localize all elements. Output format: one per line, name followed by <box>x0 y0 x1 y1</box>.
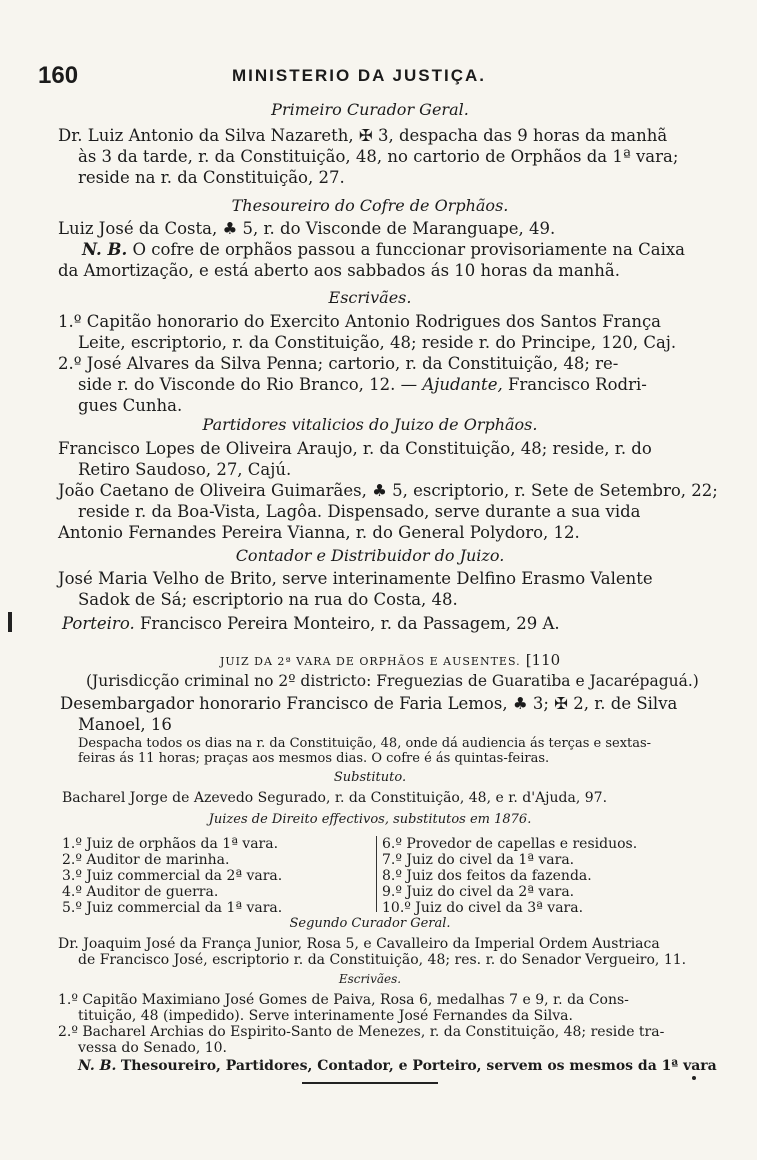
list-item: 1.º Juiz de orphãos da 1ª vara. <box>62 836 279 852</box>
text-line: Bacharel Jorge de Azevedo Segurado, r. da Constituição, 48, e r. d'Ajuda, 97. <box>62 790 608 806</box>
porteiro-label: Porteiro. <box>62 614 135 633</box>
ink-dot <box>692 1076 696 1080</box>
margin-mark <box>8 612 12 632</box>
text-line: Antonio Fernandes Pereira Vianna, r. do General Polydoro, 12. <box>58 523 580 542</box>
section-title: Partidores vitalicios do Juizo de Orphãos. <box>202 415 538 434</box>
list-item: 9.º Juiz do civel da 2ª vara. <box>382 884 575 900</box>
section-heading <box>220 650 560 669</box>
section-title: Primeiro Curador Geral. <box>271 100 469 119</box>
list-item: 5.º Juiz commercial da 1ª vara. <box>62 900 283 916</box>
text-line: da Amortização, e está aberto aos sabbados ás 10 horas da manhã. <box>58 261 620 280</box>
end-rule <box>302 1082 438 1084</box>
list-item: 10.º Juiz do civel da 3ª vara. <box>382 900 584 916</box>
text-line <box>82 240 685 259</box>
page-number: 160 <box>38 62 79 89</box>
text-line: reside na r. da Constituição, 27. <box>78 168 345 187</box>
section-title: Substituto. <box>333 770 407 785</box>
text-span: O cofre de orphãos passou a funccionar provisoriamente na Caixa <box>132 240 686 259</box>
list-item: 4.º Auditor de guerra. <box>62 884 219 900</box>
text-span: Francisco Pereira Monteiro, r. da Passagem, 29 A. <box>139 614 560 633</box>
text-line: Despacha todos os dias na r. da Constituição, 48, onde dá audiencia ás terças e sextas- <box>78 736 652 751</box>
text-line: Desembargador honorario Francisco de Faria Lemos, ♣ 3; ✠ 2, r. de Silva <box>60 694 678 713</box>
text-line: feiras ás 11 horas; praças aos mesmos dias. O cofre é ás quintas-feiras. <box>78 751 550 766</box>
text-span: side r. do Visconde do Rio Branco, 12. — <box>78 375 418 394</box>
text-line: Manoel, 16 <box>78 715 172 734</box>
text-span: Francisco Rodri- <box>507 375 647 394</box>
list-item: 3.º Juiz commercial da 2ª vara. <box>62 868 283 884</box>
section-title: Segundo Curador Geral. <box>289 916 451 931</box>
text-line: Sadok de Sá; escriptorio na rua do Costa, 48. <box>78 590 458 609</box>
nota-bene: N. B. <box>82 240 128 259</box>
text-line: às 3 da tarde, r. da Constituição, 48, no cartorio de Orphãos da 1ª vara; <box>78 147 679 166</box>
section-title: Thesoureiro do Cofre de Orphãos. <box>231 196 509 215</box>
text-line: Luiz José da Costa, ♣ 5, r. do Visconde de Maranguape, 49. <box>58 219 556 238</box>
text-line: vessa do Senado, 10. <box>78 1040 227 1056</box>
text-line <box>62 614 560 633</box>
section-title: Contador e Distribuidor do Juizo. <box>235 546 505 565</box>
section-number: [110 <box>525 651 561 669</box>
list-item: 7.º Juiz do civel da 1ª vara. <box>382 852 575 868</box>
judges-right-column <box>382 836 637 916</box>
list-item: 6.º Provedor de capellas e residuos. <box>382 836 638 852</box>
section-title: Juizes de Direito effectivos, substitutos em 1876. <box>208 812 532 827</box>
text-line <box>78 1058 717 1074</box>
text-line: gues Cunha. <box>78 396 183 415</box>
text-line: 1.º Capitão Maximiano José Gomes de Paiva, Rosa 6, medalhas 7 e 9, r. da Cons- <box>58 992 629 1008</box>
text-line: 1.º Capitão honorario do Exercito Antonio Rodrigues dos Santos França <box>58 312 662 331</box>
judges-left-column <box>62 836 282 916</box>
text-line: 2.º Bacharel Archias do Espirito-Santo de Menezes, r. da Constituição, 48; reside tra- <box>58 1024 665 1040</box>
text-line <box>78 375 647 394</box>
text-line: tituição, 48 (impedido). Serve interinamente José Fernandes da Silva. <box>78 1008 573 1024</box>
section-heading-text: JUIZ DA 2ª VARA DE ORPHÃOS E AUSENTES. <box>220 655 521 668</box>
running-title: MINISTERIO DA JUSTIÇA. <box>232 66 486 85</box>
text-line: João Caetano de Oliveira Guimarães, ♣ 5, escriptorio, r. Sete de Setembro, 22; <box>58 481 718 500</box>
text-span: Thesoureiro, Partidores, Contador, e Porteiro, servem os mesmos da 1ª vara <box>120 1058 717 1074</box>
text-line: Dr. Joaquim José da França Junior, Rosa 5, e Cavalleiro da Imperial Ordem Austriaca <box>58 936 660 952</box>
text-line: (Jurisdicção criminal no 2º districto: Freguezias de Guaratiba e Jacarépaguá.) <box>86 672 699 690</box>
text-line: Francisco Lopes de Oliveira Araujo, r. da Constituição, 48; reside, r. do <box>58 439 652 458</box>
text-line: Retiro Saudoso, 27, Cajú. <box>78 460 292 479</box>
text-line: 2.º José Alvares da Silva Penna; cartorio, r. da Constituição, 48; re- <box>58 354 619 373</box>
text-line: reside r. da Boa-Vista, Lagôa. Dispensado, serve durante a sua vida <box>78 502 641 521</box>
section-title: Escrivães. <box>328 288 412 307</box>
ajudante-label: Ajudante, <box>422 375 503 394</box>
text-line: José Maria Velho de Brito, serve interinamente Delfino Erasmo Valente <box>58 569 653 588</box>
text-line: Leite, escriptorio, r. da Constituição, 48; reside r. do Principe, 120, Caj. <box>78 333 677 352</box>
list-item: 8.º Juiz dos feitos da fazenda. <box>382 868 592 884</box>
column-divider <box>376 836 377 912</box>
list-item: 2.º Auditor de marinha. <box>62 852 230 868</box>
text-line: de Francisco José, escriptorio r. da Constituição, 48; res. r. do Senador Vergueiro, 11. <box>78 952 687 968</box>
section-title: Escrivães. <box>338 972 402 986</box>
nota-bene: N. B. <box>78 1058 117 1074</box>
text-line: Dr. Luiz Antonio da Silva Nazareth, ✠ 3, despacha das 9 horas da manhã <box>58 126 668 145</box>
